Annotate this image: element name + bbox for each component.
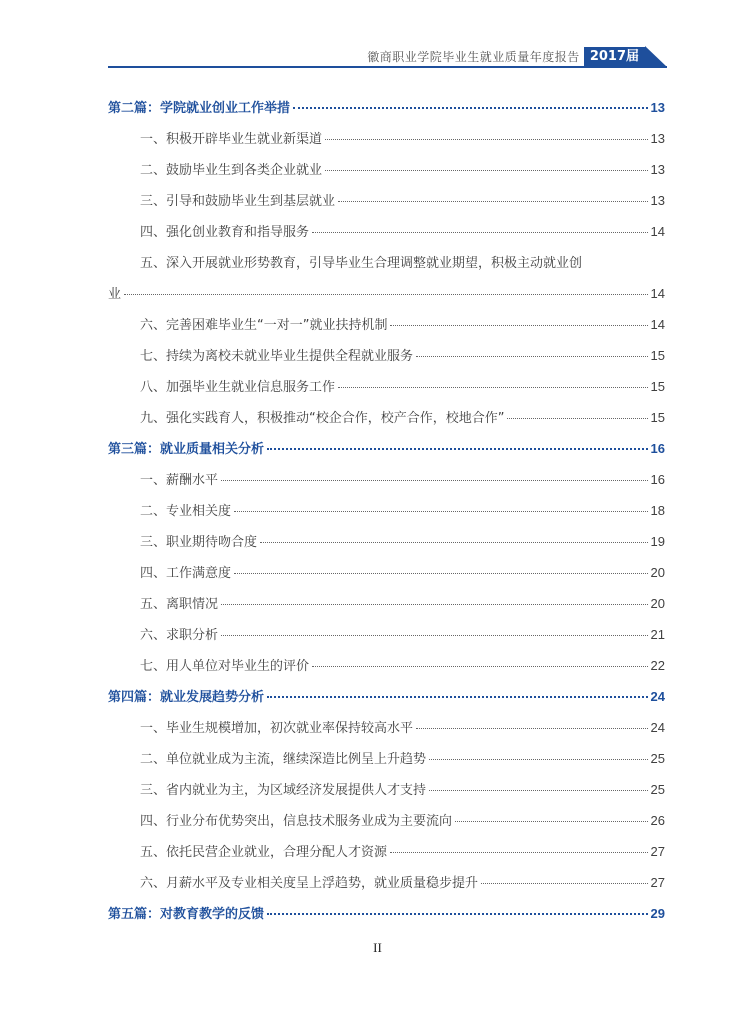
toc-page-number: 22 [650,658,665,673]
toc-section-entry[interactable] [108,221,665,252]
toc-dot-leader [267,448,648,450]
toc-section-entry[interactable] [108,469,665,500]
toc-entry-label: 七、用人单位对毕业生的评价 [140,659,310,674]
toc-entry-label: 九、强化实践育人，积极推动“校企合作，校产合作，校地合作” [140,411,505,426]
toc-entry-label: 第四篇：就业发展趋势分析 [108,690,265,705]
toc-entry-label: 二、鼓励毕业生到各类企业就业 [140,163,323,178]
toc-section-entry[interactable] [108,779,665,810]
toc-part-entry[interactable] [108,97,665,128]
toc-dot-leader [507,418,647,419]
toc-dot-leader [260,542,648,543]
toc-page-number: 19 [650,534,665,549]
header-divider [108,66,667,68]
toc-entry-label: 四、行业分布优势突出，信息技术服务业成为主要流向 [140,814,453,829]
toc-page-number: 24 [650,689,665,704]
report-year-badge: 2017届 [584,47,645,66]
toc-entry-label: 八、加强毕业生就业信息服务工作 [140,380,336,395]
header-corner-triangle [645,46,667,67]
toc-section-entry[interactable] [108,810,665,841]
toc-page-number: 26 [650,813,665,828]
toc-entry-label: 第五篇：对教育教学的反馈 [108,907,265,922]
toc-page-number: 13 [650,131,665,146]
toc-page-number: 27 [650,875,665,890]
toc-dot-leader [267,696,648,698]
toc-dot-leader [325,170,648,171]
toc-entry-label: 一、毕业生规模增加，初次就业率保持较高水平 [140,721,414,736]
toc-entry-label: 六、完善困难毕业生“一对一”就业扶持机制 [140,318,388,333]
toc-section-entry[interactable] [108,562,665,593]
toc-dot-leader [390,325,647,326]
toc-entry-label: 业 [108,287,122,302]
toc-entry-label: 六、月薪水平及专业相关度呈上浮趋势，就业质量稳步提升 [140,876,479,891]
toc-entry-label: 二、专业相关度 [140,504,232,519]
toc-page-number: 15 [650,348,665,363]
toc-part-entry[interactable] [108,686,665,717]
toc-dot-leader [481,883,648,884]
toc-page-number: 24 [650,720,665,735]
toc-section-entry[interactable] [108,376,665,407]
toc-page-number: 13 [650,162,665,177]
toc-page-number: 14 [650,286,665,301]
toc-section-entry[interactable] [108,345,665,376]
toc-entry-label: 三、引导和鼓励毕业生到基层就业 [140,194,336,209]
toc-page-number: 20 [650,565,665,580]
toc-page-number: 15 [650,379,665,394]
toc-dot-leader [338,201,648,202]
toc-section-entry[interactable] [108,841,665,872]
toc-section-entry[interactable] [108,128,665,159]
toc-part-entry[interactable] [108,903,665,934]
toc-dot-leader [429,759,648,760]
toc-page-number: 14 [650,224,665,239]
toc-dot-leader [124,294,648,295]
toc-section-entry[interactable] [108,190,665,221]
toc-section-entry[interactable] [108,717,665,748]
toc-entry-label: 一、薪酬水平 [140,473,219,488]
toc-section-entry[interactable] [108,531,665,562]
toc-section-entry[interactable] [108,407,665,438]
report-header [367,46,645,66]
toc-section-entry[interactable] [108,159,665,190]
toc-entry-label: 一、积极开辟毕业生就业新渠道 [140,132,323,147]
toc-entry-label: 三、省内就业为主，为区域经济发展提供人才支持 [140,783,427,798]
toc-page-number: 29 [650,906,665,921]
toc-page-number: 18 [650,503,665,518]
toc-dot-leader [234,511,648,512]
toc-page-number: 13 [650,100,665,115]
table-of-contents [108,97,665,934]
toc-section-entry[interactable] [108,252,665,283]
toc-entry-label: 七、持续为离校未就业毕业生提供全程就业服务 [140,349,414,364]
toc-entry-label: 五、深入开展就业形势教育，引导毕业生合理调整就业期望，积极主动就业创 [140,256,583,271]
toc-entry-label: 五、离职情况 [140,597,219,612]
toc-dot-leader [429,790,648,791]
toc-page-number: 25 [650,782,665,797]
toc-page-number: 20 [650,596,665,611]
toc-dot-leader [325,139,648,140]
toc-dot-leader [312,232,648,233]
toc-entry-label: 第二篇：学院就业创业工作举措 [108,101,291,116]
toc-page-number: 14 [650,317,665,332]
toc-section-entry[interactable] [108,500,665,531]
toc-page-number: 15 [650,410,665,425]
toc-dot-leader [338,387,648,388]
toc-page-number: 16 [650,472,665,487]
toc-dot-leader [221,604,648,605]
toc-dot-leader [455,821,648,822]
toc-dot-leader [293,107,648,109]
toc-entry-label: 第三篇：就业质量相关分析 [108,442,265,457]
toc-section-entry[interactable] [108,624,665,655]
toc-section-entry[interactable] [108,872,665,903]
toc-section-entry[interactable] [108,283,665,314]
toc-dot-leader [267,913,648,915]
toc-dot-leader [416,356,648,357]
toc-dot-leader [234,573,648,574]
page-number: II [373,940,382,955]
report-title: 徽商职业学院毕业生就业质量年度报告 [367,50,580,64]
toc-section-entry[interactable] [108,748,665,779]
toc-entry-label: 三、职业期待吻合度 [140,535,258,550]
toc-section-entry[interactable] [108,655,665,686]
toc-entry-label: 四、工作满意度 [140,566,232,581]
toc-section-entry[interactable] [108,593,665,624]
toc-entry-label: 二、单位就业成为主流，继续深造比例呈上升趋势 [140,752,427,767]
toc-dot-leader [312,666,648,667]
toc-page-number: 25 [650,751,665,766]
toc-entry-label: 六、求职分析 [140,628,219,643]
toc-page-number: 21 [650,627,665,642]
toc-dot-leader [416,728,648,729]
toc-section-entry[interactable] [108,314,665,345]
toc-page-number: 16 [650,441,665,456]
toc-page-number: 27 [650,844,665,859]
toc-part-entry[interactable] [108,438,665,469]
toc-dot-leader [221,635,648,636]
toc-dot-leader [390,852,648,853]
toc-dot-leader [221,480,648,481]
toc-page-number: 13 [650,193,665,208]
toc-entry-label: 四、强化创业教育和指导服务 [140,225,310,240]
toc-entry-label: 五、依托民营企业就业，合理分配人才资源 [140,845,388,860]
